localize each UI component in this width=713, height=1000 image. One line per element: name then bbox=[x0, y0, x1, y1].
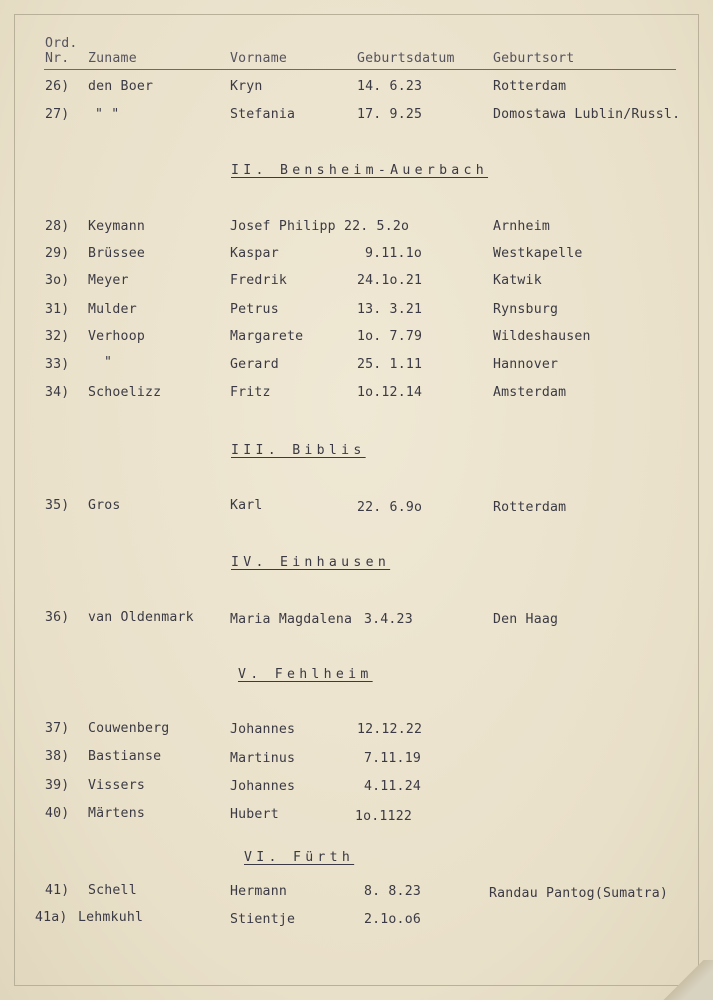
row-nr: 34) bbox=[45, 385, 70, 400]
row-zuname: Bastianse bbox=[88, 749, 162, 764]
row-ort: Rotterdam bbox=[493, 500, 567, 515]
row-datum: 9.11.1o bbox=[365, 246, 422, 261]
row-vorname: Josef Philipp bbox=[230, 219, 336, 234]
row-vorname: Kryn bbox=[230, 79, 263, 94]
row-vorname: Gerard bbox=[230, 357, 279, 372]
row-datum: 7.11.19 bbox=[364, 751, 421, 766]
row-ort: Rynsburg bbox=[493, 302, 559, 317]
row-datum: 12.12.22 bbox=[357, 722, 423, 737]
row-vorname: Stientje bbox=[230, 912, 296, 927]
row-vorname: Hubert bbox=[230, 807, 279, 822]
row-zuname: Gros bbox=[88, 498, 121, 513]
row-nr: 41) bbox=[45, 883, 70, 898]
row-zuname: " bbox=[104, 355, 113, 370]
row-nr: 38) bbox=[45, 749, 70, 764]
row-vorname: Petrus bbox=[230, 302, 279, 317]
row-datum: 1o. 7.79 bbox=[357, 329, 423, 344]
row-zuname: Keymann bbox=[88, 219, 145, 234]
row-zuname: Couwenberg bbox=[88, 721, 170, 736]
row-nr: 39) bbox=[45, 778, 70, 793]
row-ort: Hannover bbox=[493, 357, 559, 372]
section-heading: IV. Einhausen bbox=[231, 555, 391, 570]
row-zuname: van Oldenmark bbox=[88, 610, 194, 625]
row-ort: Amsterdam bbox=[493, 385, 567, 400]
row-nr: 32) bbox=[45, 329, 70, 344]
section-heading: V. Fehlheim bbox=[238, 667, 373, 682]
row-zuname: Verhoop bbox=[88, 329, 145, 344]
row-nr: 36) bbox=[45, 610, 70, 625]
row-nr: 41a) bbox=[35, 910, 68, 925]
row-datum: 1o.1122 bbox=[355, 809, 412, 824]
header-rule bbox=[44, 69, 676, 70]
row-nr: 28) bbox=[45, 219, 70, 234]
row-ort: Katwik bbox=[493, 273, 542, 288]
row-nr: 33) bbox=[45, 357, 70, 372]
row-vorname: Fredrik bbox=[230, 273, 287, 288]
row-vorname: Fritz bbox=[230, 385, 271, 400]
row-datum: 13. 3.21 bbox=[357, 302, 423, 317]
row-vorname: Margarete bbox=[230, 329, 304, 344]
row-vorname: Johannes bbox=[230, 722, 296, 737]
row-datum: 22. 6.9o bbox=[357, 500, 423, 515]
row-nr: 3o) bbox=[45, 273, 70, 288]
row-vorname: Hermann bbox=[230, 884, 287, 899]
section-heading: III. Biblis bbox=[231, 443, 366, 458]
row-datum: 4.11.24 bbox=[364, 779, 421, 794]
header-vorname: Vorname bbox=[230, 51, 287, 66]
row-zuname: Schell bbox=[88, 883, 137, 898]
section-heading: II. Bensheim-Auerbach bbox=[231, 163, 489, 178]
row-vorname: Martinus bbox=[230, 751, 296, 766]
row-zuname: Meyer bbox=[88, 273, 129, 288]
row-nr: 40) bbox=[45, 806, 70, 821]
header-ord: Ord. bbox=[45, 36, 78, 51]
row-vorname: Maria Magdalena bbox=[230, 612, 353, 627]
row-nr: 35) bbox=[45, 498, 70, 513]
row-vorname: Karl bbox=[230, 498, 263, 513]
page-corner-fold bbox=[653, 960, 713, 1000]
row-datum: 17. 9.25 bbox=[357, 107, 423, 122]
row-zuname: Vissers bbox=[88, 778, 145, 793]
row-zuname: den Boer bbox=[88, 79, 154, 94]
row-ort: Rotterdam bbox=[493, 79, 567, 94]
row-zuname: Brüssee bbox=[88, 246, 145, 261]
row-datum: 8. 8.23 bbox=[364, 884, 421, 899]
row-zuname: Mulder bbox=[88, 302, 137, 317]
row-vorname: Kaspar bbox=[230, 246, 279, 261]
row-zuname: Lehmkuhl bbox=[78, 910, 144, 925]
row-nr: 27) bbox=[45, 107, 70, 122]
row-ort: Westkapelle bbox=[493, 246, 583, 261]
section-heading: VI. Fürth bbox=[244, 850, 355, 865]
row-nr: 37) bbox=[45, 721, 70, 736]
row-zuname: Schoelizz bbox=[88, 385, 162, 400]
row-zuname: Märtens bbox=[88, 806, 145, 821]
row-ort: Randau Pantog(Sumatra) bbox=[489, 886, 669, 901]
header-nr: Nr. bbox=[45, 51, 70, 66]
row-ort: Arnheim bbox=[493, 219, 550, 234]
row-ort: Den Haag bbox=[493, 612, 559, 627]
row-nr: 26) bbox=[45, 79, 70, 94]
row-nr: 29) bbox=[45, 246, 70, 261]
row-vorname: Johannes bbox=[230, 779, 296, 794]
header-zuname: Zuname bbox=[88, 51, 137, 66]
row-vorname: Stefania bbox=[230, 107, 296, 122]
row-ort: Domostawa Lublin/Russl. bbox=[493, 107, 681, 122]
row-nr: 31) bbox=[45, 302, 70, 317]
header-geburtsort: Geburtsort bbox=[493, 51, 575, 66]
row-datum: 2.1o.o6 bbox=[364, 912, 421, 927]
row-ort: Wildeshausen bbox=[493, 329, 591, 344]
row-datum: 22. 5.2o bbox=[344, 219, 410, 234]
row-zuname: " " bbox=[95, 107, 120, 122]
row-datum: 24.1o.21 bbox=[357, 273, 423, 288]
row-datum: 3.4.23 bbox=[364, 612, 413, 627]
header-geburtsdatum: Geburtsdatum bbox=[357, 51, 455, 66]
row-datum: 1o.12.14 bbox=[357, 385, 423, 400]
row-datum: 25. 1.11 bbox=[357, 357, 423, 372]
row-datum: 14. 6.23 bbox=[357, 79, 423, 94]
